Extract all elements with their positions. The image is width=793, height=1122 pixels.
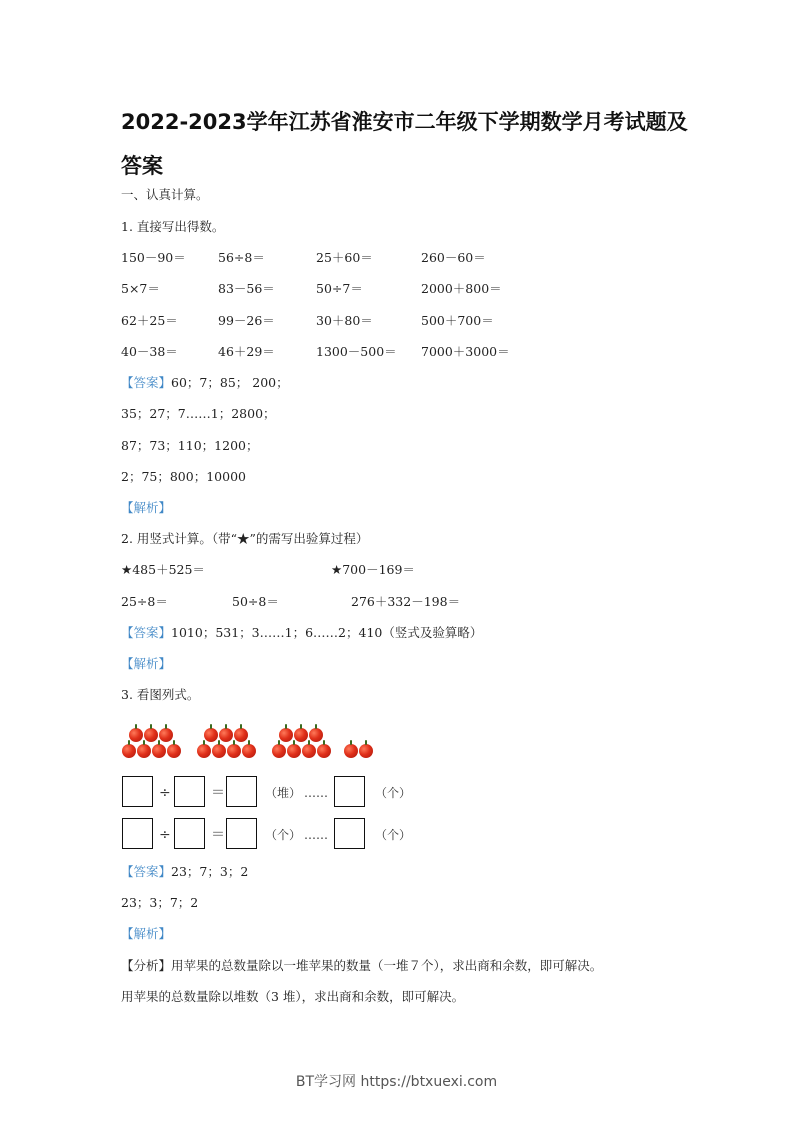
apple-icon	[317, 744, 331, 758]
watermark-footer: BT学习网 https://btxuexi.com	[295, 1074, 498, 1090]
answer-box[interactable]	[174, 818, 205, 849]
problem: 83－56＝	[218, 281, 275, 296]
apple-icon	[272, 744, 286, 758]
section-heading: 一、认真计算。	[121, 187, 209, 202]
apple-icon	[242, 744, 256, 758]
q1-answer	[121, 374, 289, 392]
problem: 99－26＝	[218, 313, 275, 328]
analysis-prefix: 【分析】	[121, 958, 172, 973]
answer-text: 2；75；800；10000	[121, 469, 246, 484]
apple-icon	[122, 744, 136, 758]
question-2-heading: 2. 用竖式计算。（带“★”的需写出验算过程）	[121, 531, 369, 546]
answer-box[interactable]	[122, 818, 153, 849]
apple-icon	[234, 728, 248, 742]
apple-icon	[159, 728, 173, 742]
problem: ★485＋525＝	[121, 562, 205, 577]
analysis-line: 用苹果的总数量除以一堆苹果的数量（一堆７个），求出商和余数，即可解决。	[171, 958, 603, 973]
remainder-dots: ……	[304, 786, 328, 800]
apple-icon	[197, 744, 211, 758]
apple-icon	[167, 744, 181, 758]
analysis-label: 【解析】	[121, 500, 172, 515]
apple-icon	[137, 744, 151, 758]
answer-label: 【答案】	[121, 625, 172, 640]
apple-icon	[309, 728, 323, 742]
equals-sign: ＝	[211, 827, 225, 843]
q2-answer	[121, 624, 482, 642]
answer-text: 23；3；7；2	[121, 895, 199, 910]
problem: 25＋60＝	[316, 250, 373, 265]
problem: 5×7＝	[121, 281, 160, 296]
problem: 50÷8＝	[232, 594, 279, 609]
apple-icon	[129, 728, 143, 742]
apple-icon	[144, 728, 158, 742]
apple-icon	[302, 744, 316, 758]
apple-icon	[204, 728, 218, 742]
apple-icon	[152, 744, 166, 758]
answer-box[interactable]	[334, 776, 365, 807]
answer-box[interactable]	[174, 776, 205, 807]
problem: 1300－500＝	[316, 344, 397, 359]
analysis-text	[121, 957, 602, 975]
problem: 7000＋3000＝	[421, 344, 510, 359]
remainder-dots: ……	[304, 828, 328, 842]
unit-label: （个）	[375, 786, 412, 800]
apple-icon	[212, 744, 226, 758]
divide-sign: ÷	[159, 827, 171, 843]
answer-text: 1010；531；3……1；6……2；410（竖式及验算略）	[171, 625, 483, 640]
problem: 40－38＝	[121, 344, 178, 359]
apple-figure	[121, 722, 381, 762]
problem: 500＋700＝	[421, 313, 494, 328]
apple-icon	[279, 728, 293, 742]
unit-label: （堆）	[265, 786, 302, 800]
problem: 62＋25＝	[121, 313, 178, 328]
apple-icon	[344, 744, 358, 758]
question-3-heading: 3. 看图列式。	[121, 687, 200, 702]
apple-icon	[359, 744, 373, 758]
analysis-line: 用苹果的总数量除以堆数（3 堆），求出商和余数，即可解决。	[121, 989, 465, 1004]
problem: ★700－169＝	[331, 562, 415, 577]
unit-label: （个）	[375, 828, 412, 842]
problem: 30＋80＝	[316, 313, 373, 328]
apple-icon	[219, 728, 233, 742]
answer-box[interactable]	[226, 776, 257, 807]
question-1-heading: 1. 直接写出得数。	[121, 219, 225, 234]
divide-sign: ÷	[159, 785, 171, 801]
problem: 276＋332－198＝	[351, 594, 461, 609]
equals-sign: ＝	[211, 785, 225, 801]
answer-box[interactable]	[226, 818, 257, 849]
analysis-label: 【解析】	[121, 926, 172, 941]
unit-label: （个）	[265, 828, 302, 842]
problem: 50÷7＝	[316, 281, 363, 296]
problem: 2000＋800＝	[421, 281, 502, 296]
problem: 25÷8＝	[121, 594, 168, 609]
problem: 260－60＝	[421, 250, 486, 265]
analysis-label: 【解析】	[121, 656, 172, 671]
answer-text: 23；7；3；2	[171, 864, 249, 879]
answer-box[interactable]	[122, 776, 153, 807]
problem: 56÷8＝	[218, 250, 265, 265]
problem: 150－90＝	[121, 250, 186, 265]
answer-text: 35；27；7……1；2800；	[121, 406, 276, 421]
answer-box[interactable]	[334, 818, 365, 849]
answer-text: 60；7；85； 200；	[171, 375, 289, 390]
answer-label: 【答案】	[121, 864, 172, 879]
problem: 46＋29＝	[218, 344, 275, 359]
page-title: 2022-2023学年江苏省淮安市二年级下学期数学月考试题及答案	[121, 110, 688, 178]
answer-text: 87；73；110；1200；	[121, 438, 259, 453]
answer-label: 【答案】	[121, 375, 172, 390]
apple-icon	[287, 744, 301, 758]
apple-icon	[294, 728, 308, 742]
apple-icon	[227, 744, 241, 758]
q3-answer	[121, 863, 248, 881]
